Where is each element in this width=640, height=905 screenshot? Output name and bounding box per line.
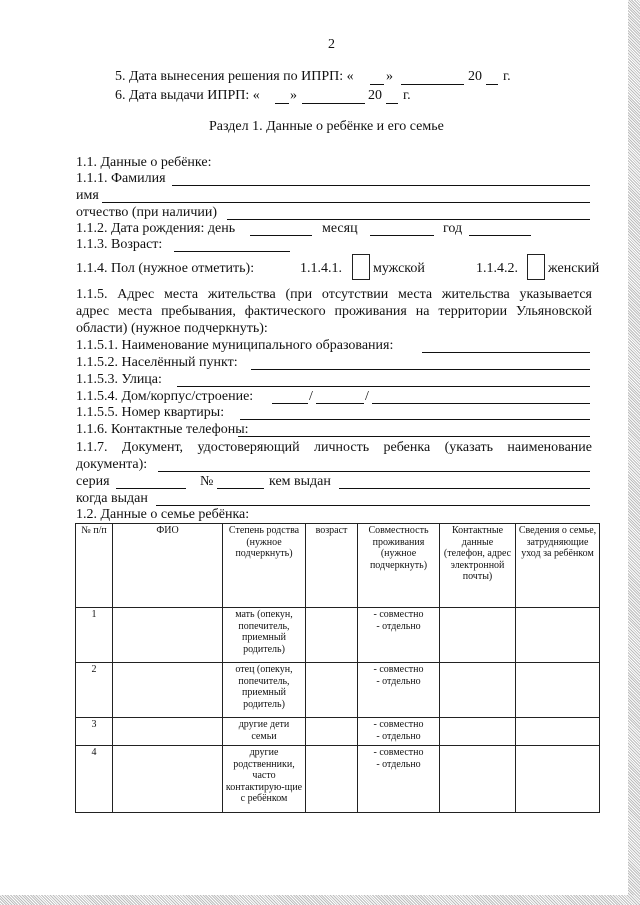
- relation-cell: другие дети семьи: [223, 718, 306, 746]
- row-number: 2: [76, 663, 113, 718]
- item5-day-line[interactable]: [370, 84, 384, 85]
- col-fio-header: ФИО: [113, 524, 223, 608]
- municipality-label: 1.1.5.1. Наименование муниципального образования:: [76, 338, 394, 353]
- name-label: имя: [76, 188, 99, 203]
- address-intro-line-3: области) (нужное подчеркнуть):: [76, 321, 268, 336]
- cohab-together[interactable]: - совместно: [373, 719, 424, 730]
- settlement-label: 1.1.5.2. Населённый пункт:: [76, 355, 238, 370]
- surname-label: 1.1.1. Фамилия: [76, 171, 166, 186]
- cohabitation-cell: [358, 608, 440, 663]
- col-age-header: возраст: [306, 524, 358, 608]
- age-label: 1.1.3. Возраст:: [76, 237, 163, 252]
- table-row: [76, 718, 600, 746]
- female-checkbox[interactable]: [527, 254, 545, 280]
- age-cell[interactable]: [306, 608, 358, 663]
- item5-year: 20: [468, 69, 482, 84]
- fio-cell[interactable]: [113, 608, 223, 663]
- patronymic-field[interactable]: [227, 219, 590, 220]
- birth-year-label: год: [443, 221, 463, 236]
- item5-month-line[interactable]: [401, 84, 464, 85]
- age-cell[interactable]: [306, 718, 358, 746]
- family-info-cell[interactable]: [516, 746, 600, 813]
- address-intro-line-1: 1.1.5. Адрес места жительства (при отсутствии места жительства указывается: [76, 287, 592, 302]
- cohab-separate[interactable]: - отдельно: [376, 758, 421, 770]
- col-contacts-header: Контактные данные (телефон, адрес электронной почты): [440, 524, 516, 608]
- item5-year-line[interactable]: [486, 84, 498, 85]
- relation-cell: другие родственники, часто контактирую-щие с ребёнком: [223, 746, 306, 813]
- house-slash-2: /: [365, 389, 369, 404]
- address-intro-line-2: адрес места пребывания, фактического проживания на территории Ульяновской: [76, 304, 592, 319]
- female-number: 1.1.4.2.: [476, 261, 518, 276]
- male-checkbox[interactable]: [352, 254, 370, 280]
- street-label: 1.1.5.3. Улица:: [76, 372, 162, 387]
- municipality-field[interactable]: [422, 352, 590, 353]
- patronymic-label: отчество (при наличии): [76, 205, 218, 220]
- contacts-cell[interactable]: [440, 718, 516, 746]
- house-slash-1: /: [309, 389, 313, 404]
- male-number: 1.1.4.1.: [300, 261, 342, 276]
- birth-day-field[interactable]: [250, 235, 312, 236]
- section-title: Раздел 1. Данные о ребёнке и его семье: [209, 119, 444, 134]
- item6-day-line[interactable]: [275, 103, 289, 104]
- family-table-header: [76, 524, 600, 608]
- col-family-info-header: Сведения о семье, затрудняющие уход за ребёнком: [516, 524, 600, 608]
- family-info-cell[interactable]: [516, 608, 600, 663]
- settlement-field[interactable]: [251, 369, 590, 370]
- fio-cell[interactable]: [113, 718, 223, 746]
- item6-year: 20: [368, 88, 382, 103]
- row-number: 4: [76, 746, 113, 813]
- cohabitation-cell: [358, 746, 440, 813]
- family-heading: 1.2. Данные о семье ребёнка:: [76, 507, 250, 522]
- surname-field[interactable]: [172, 185, 590, 186]
- relation-cell: мать (опекун, попечитель, приемный родитель): [223, 608, 306, 663]
- item5-label: 5. Дата вынесения решения по ИПРП: «: [115, 69, 354, 84]
- cohabitation-cell: [358, 663, 440, 718]
- scan-edge-right: [628, 0, 640, 905]
- structure-field[interactable]: [372, 403, 590, 404]
- relation-cell: отец (опекун, попечитель, приемный родитель): [223, 663, 306, 718]
- number-field[interactable]: [217, 488, 264, 489]
- issued-when-label: когда выдан: [76, 491, 148, 506]
- issued-by-field[interactable]: [339, 488, 590, 489]
- table-row: [76, 663, 600, 718]
- child-heading: 1.1. Данные о ребёнке:: [76, 155, 212, 170]
- contacts-cell[interactable]: [440, 663, 516, 718]
- fio-cell[interactable]: [113, 663, 223, 718]
- apartment-field[interactable]: [240, 419, 590, 420]
- col-number-header: № п/п: [76, 524, 113, 608]
- family-info-cell[interactable]: [516, 718, 600, 746]
- cohab-separate[interactable]: - отдельно: [376, 675, 421, 687]
- item6-quote: »: [290, 88, 297, 103]
- birth-year-field[interactable]: [469, 235, 531, 236]
- series-field[interactable]: [116, 488, 186, 489]
- item6-g: г.: [403, 88, 411, 103]
- series-label: серия: [76, 474, 110, 489]
- house-label: 1.1.5.4. Дом/корпус/строение:: [76, 389, 254, 404]
- birth-month-field[interactable]: [370, 235, 434, 236]
- col-relation-header: Степень родства (нужное подчеркнуть): [223, 524, 306, 608]
- cohab-together[interactable]: - совместно: [373, 664, 424, 675]
- cohab-together[interactable]: - совместно: [373, 747, 424, 758]
- apartment-label: 1.1.5.5. Номер квартиры:: [76, 405, 225, 420]
- row-number: 1: [76, 608, 113, 663]
- issued-by-label: кем выдан: [269, 474, 331, 489]
- age-cell[interactable]: [306, 746, 358, 813]
- male-label: мужской: [373, 261, 425, 276]
- female-label: женский: [548, 261, 600, 276]
- fio-cell[interactable]: [113, 746, 223, 813]
- cohab-separate[interactable]: - отдельно: [376, 730, 421, 742]
- col-cohabitation-header: Совместность проживания (нужное подчеркнуть): [358, 524, 440, 608]
- cohab-separate[interactable]: - отдельно: [376, 620, 421, 632]
- birthdate-label: 1.1.2. Дата рождения: день: [76, 221, 236, 236]
- contacts-cell[interactable]: [440, 746, 516, 813]
- item5-quote: »: [386, 69, 393, 84]
- sex-label: 1.1.4. Пол (нужное отметить):: [76, 261, 255, 276]
- family-info-cell[interactable]: [516, 663, 600, 718]
- birth-month-label: месяц: [322, 221, 358, 236]
- table-row: [76, 608, 600, 663]
- item6-month-line[interactable]: [302, 103, 365, 104]
- number-label: №: [200, 474, 214, 489]
- row-number: 3: [76, 718, 113, 746]
- family-table: [75, 523, 600, 813]
- street-field[interactable]: [177, 386, 590, 387]
- item6-label: 6. Дата выдачи ИПРП: «: [115, 88, 260, 103]
- item6-year-line[interactable]: [386, 103, 398, 104]
- document-name-field[interactable]: [158, 471, 590, 472]
- name-field[interactable]: [102, 202, 590, 203]
- age-cell[interactable]: [306, 663, 358, 718]
- scan-edge-bottom: [0, 895, 640, 905]
- phones-field[interactable]: [238, 436, 590, 437]
- document-line-1: 1.1.7. Документ, удостоверяющий личность ребенка (указать наименование: [76, 440, 592, 455]
- cohab-together[interactable]: - совместно: [373, 609, 424, 620]
- contacts-cell[interactable]: [440, 608, 516, 663]
- page-number: 2: [328, 37, 335, 52]
- cohabitation-cell: [358, 718, 440, 746]
- building-field[interactable]: [316, 403, 364, 404]
- house-field[interactable]: [272, 403, 308, 404]
- item5-g: г.: [503, 69, 511, 84]
- phones-label: 1.1.6. Контактные телефоны:: [76, 422, 249, 437]
- issued-when-field[interactable]: [156, 505, 590, 506]
- document-line-2: документа):: [76, 457, 148, 472]
- table-row: [76, 746, 600, 813]
- age-field[interactable]: [174, 251, 290, 252]
